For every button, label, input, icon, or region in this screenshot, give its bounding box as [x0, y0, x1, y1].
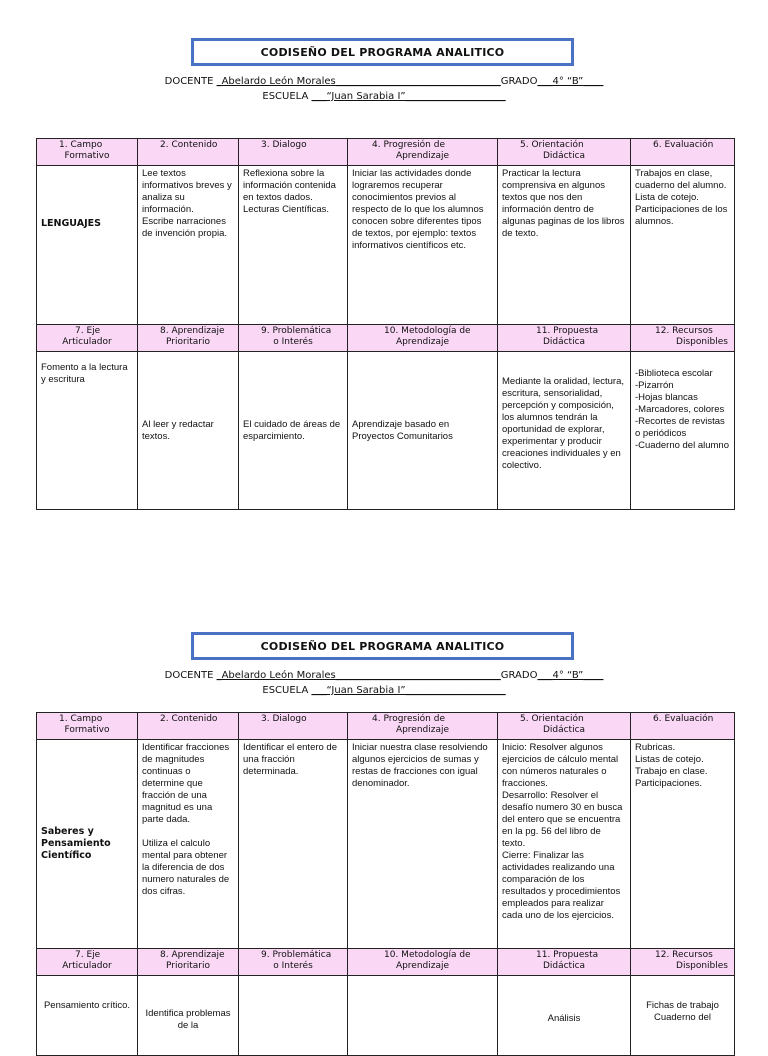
document-title: CODISEÑO DEL PROGRAMA ANALITICO: [191, 632, 574, 660]
header-evaluacion: 6. Evaluación: [631, 713, 735, 740]
progresion-cell: Iniciar las actividades donde lograremos recuperar conocimientos previos al respecto de lo que los alumnos conocen sobre diferentes tipos de textos, por ejemplo: textos informativos científicos etc.: [348, 166, 498, 325]
eje-articulador-cell: Pensamiento crítico.: [37, 976, 138, 1056]
header-problematica: 9. Problemática o Interés: [239, 325, 348, 352]
header-eje-articulador: 7. Eje Articulador: [37, 325, 138, 352]
header-campo-formativo: 1. Campo Formativo: [37, 139, 138, 166]
docente-line: DOCENTE _Abelardo León Morales_________________________________GRADO___4° “B”____: [164, 76, 604, 87]
header-progresion: 4. Progresión de Aprendizaje: [348, 713, 498, 740]
grado-value: 4° “B”: [552, 670, 584, 681]
contenido-cell: Identificar fracciones de magnitudes continuas o determine que fracción de una magnitud es una parte dada. Utiliza el calculo mental para obtener la diferencia de dos numero naturales de dos cifras.: [138, 740, 239, 949]
header-eje-articulador: 7. Eje Articulador: [37, 949, 138, 976]
dialogo-cell: Identificar el entero de una fracción determinada.: [239, 740, 348, 949]
grado-value: 4° “B”: [552, 76, 584, 87]
orientacion-cell: Practicar la lectura comprensiva en algunos textos que nos den información dentro de algunas paginas de los libros de texto.: [498, 166, 631, 325]
metodologia-cell: Aprendizaje basado en Proyectos Comunitarios: [348, 352, 498, 510]
header-recursos: 12. Recursos Disponibles: [631, 325, 735, 352]
header-campo-formativo: 1. Campo Formativo: [37, 713, 138, 740]
evaluacion-cell: Rubricas. Listas de cotejo. Trabajo en clase. Participaciones.: [631, 740, 735, 949]
header-row-bottom: [37, 325, 735, 352]
docente-line: DOCENTE _Abelardo León Morales_________________________________GRADO___4° “B”____: [164, 670, 604, 681]
program-table: [36, 712, 735, 1056]
problematica-cell: [239, 976, 348, 1056]
aprendizaje-cell: Al leer y redactar textos.: [138, 352, 239, 510]
escuela-name: “Juan Sarabia I”: [326, 685, 406, 696]
header-row-top: [37, 713, 735, 740]
metodologia-cell: [348, 976, 498, 1056]
evaluacion-cell: Trabajos en clase, cuaderno del alumno. Lista de cotejo. Participaciones de los alumnos.: [631, 166, 735, 325]
aprendizaje-cell: Identifica problemas de la: [138, 976, 239, 1056]
header-contenido: 2. Contenido: [138, 713, 239, 740]
header-recursos: 12. Recursos Disponibles: [631, 949, 735, 976]
contenido-cell: Lee textos informativos breves y analiza su información. Escribe narraciones de invención propia.: [138, 166, 239, 325]
content-row-bottom: [37, 352, 735, 510]
problematica-cell: El cuidado de áreas de esparcimiento.: [239, 352, 348, 510]
escuela-line: ESCUELA ___“Juan Sarabia I”____________________: [262, 685, 506, 696]
header-orientacion: 5. Orientación Didáctica: [498, 139, 631, 166]
header-propuesta: 11. Propuesta Didáctica: [498, 325, 631, 352]
header-row-bottom: [37, 949, 735, 976]
header-dialogo: 3. Dialogo: [239, 713, 348, 740]
header-metodologia: 10. Metodología de Aprendizaje: [348, 949, 498, 976]
header-dialogo: 3. Dialogo: [239, 139, 348, 166]
escuela-name: “Juan Sarabia I”: [326, 91, 406, 102]
header-metodologia: 10. Metodología de Aprendizaje: [348, 325, 498, 352]
progresion-cell: Iniciar nuestra clase resolviendo algunos ejercicios de sumas y restas de fracciones con igual denominador.: [348, 740, 498, 949]
header-problematica: 9. Problemática o Interés: [239, 949, 348, 976]
document-title: CODISEÑO DEL PROGRAMA ANALITICO: [191, 38, 574, 66]
header-progresion: 4. Progresión de Aprendizaje: [348, 139, 498, 166]
campo-formativo-cell: Saberes y Pensamiento Científico: [37, 740, 138, 949]
escuela-line: ESCUELA ___“Juan Sarabia I”____________________: [262, 91, 506, 102]
campo-formativo-cell: LENGUAJES: [37, 166, 138, 325]
header-row-top: [37, 139, 735, 166]
header-orientacion: 5. Orientación Didáctica: [498, 713, 631, 740]
recursos-cell: Fichas de trabajo Cuaderno del: [631, 976, 735, 1056]
header-aprendizaje-prioritario: 8. Aprendizaje Prioritario: [138, 325, 239, 352]
recursos-cell: -Biblioteca escolar -Pizarrón -Hojas blancas -Marcadores, colores -Recortes de revistas o periódicos -Cuaderno del alumno: [631, 352, 735, 510]
header-aprendizaje-prioritario: 8. Aprendizaje Prioritario: [138, 949, 239, 976]
content-row-top: [37, 740, 735, 949]
header-contenido: 2. Contenido: [138, 139, 239, 166]
content-row-top: [37, 166, 735, 325]
eje-articulador-cell: Fomento a la lectura y escritura: [37, 352, 138, 510]
docente-name: Abelardo León Morales: [221, 670, 336, 681]
header-evaluacion: 6. Evaluación: [631, 139, 735, 166]
propuesta-cell: Mediante la oralidad, lectura, escritura, sensorialidad, percepción y composición, los alumnos tendrán la oportunidad de explorar, experimentar y producir creaciones individuales y en colectivo.: [498, 352, 631, 510]
dialogo-cell: Reflexiona sobre la información contenida en textos dados. Lecturas Científicas.: [239, 166, 348, 325]
program-table: [36, 138, 735, 510]
propuesta-cell: Análisis: [498, 976, 631, 1056]
header-propuesta: 11. Propuesta Didáctica: [498, 949, 631, 976]
orientacion-cell: Inicio: Resolver algunos ejercicios de cálculo mental con números naturales o fracciones. Desarrollo: Resolver el desafío numero 30 en busca del entero que se encuentra en la pg. 56 del libro de texto. Cierre: Finalizar las actividades realizando una comparación de los resultados y procedimientos empleados para realizar cada uno de los ejercicios.: [498, 740, 631, 949]
docente-name: Abelardo León Morales: [221, 76, 336, 87]
content-row-bottom: [37, 976, 735, 1056]
